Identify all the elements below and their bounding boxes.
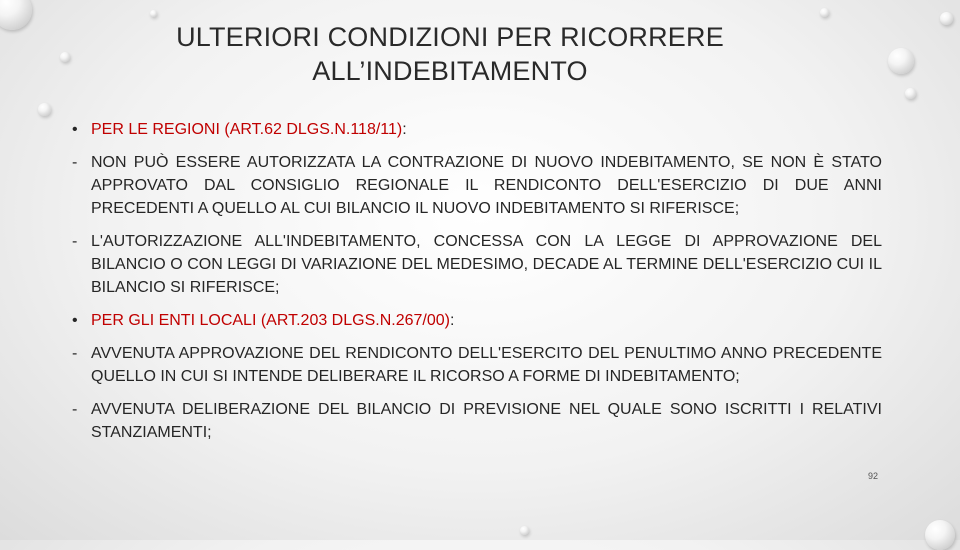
water-drop-decoration <box>60 52 70 62</box>
page-number: 92 <box>868 471 879 481</box>
list-item-enti-1 <box>72 342 882 388</box>
bullet-marker: • <box>72 312 78 329</box>
section-heading-regioni <box>72 118 882 141</box>
dash-marker: - <box>72 154 78 171</box>
enti-heading-text: PER GLI ENTI LOCALI (ART.203 DLGS.N.267/00) <box>91 312 450 329</box>
water-drop-decoration <box>820 8 829 17</box>
list-item-text: NON PUÒ ESSERE AUTORIZZATA LA CONTRAZIONE DI NUOVO INDEBITAMENTO, SE NON È STATO APPROVATO DAL CONSIGLIO REGIONALE IL RENDICONTO DELL'ESERCIZIO DI DUE ANNI PRECEDENTI A QUELLO AL CUI BILANCIO IL NUOVO INDEBITAMENTO SI RIFERISCE; <box>91 154 882 217</box>
heading-colon: : <box>402 121 407 138</box>
dash-marker: - <box>72 233 78 250</box>
water-drop-decoration <box>888 48 914 74</box>
list-item-regioni-1 <box>72 151 882 220</box>
water-drop-decoration <box>0 0 32 30</box>
dash-marker: - <box>72 401 78 418</box>
list-item-regioni-2 <box>72 230 882 299</box>
list-item-text: AVVENUTA APPROVAZIONE DEL RENDICONTO DELL'ESERCITO DEL PENULTIMO ANNO PRECEDENTE QUELLO IN CUI SI INTENDE DELIBERARE IL RICORSO A FORME DI INDEBITAMENTO; <box>91 345 882 385</box>
water-drop-decoration <box>520 526 529 535</box>
water-drop-decoration <box>925 520 955 550</box>
slide-title-line-1: ULTERIORI CONDIZIONI PER RICORRERE <box>176 22 724 52</box>
slide-content <box>72 118 882 454</box>
slide-title <box>130 20 770 88</box>
list-item-text: AVVENUTA DELIBERAZIONE DEL BILANCIO DI PREVISIONE NEL QUALE SONO ISCRITTI I RELATIVI STANZIAMENTI; <box>91 401 882 441</box>
list-item-text: L'AUTORIZZAZIONE ALL'INDEBITAMENTO, CONCESSA CON LA LEGGE DI APPROVAZIONE DEL BILANCIO O CON LEGGI DI VARIAZIONE DEL MEDESIMO, DECADE AL TERMINE DELL'ESERCIZIO CUI IL BILANCIO SI RIFERISCE; <box>91 233 882 296</box>
water-drop-decoration <box>150 10 157 17</box>
water-drop-decoration <box>38 103 51 116</box>
water-drop-decoration <box>905 88 916 99</box>
list-item-enti-2 <box>72 398 882 444</box>
dash-marker: - <box>72 345 78 362</box>
section-heading-enti-locali <box>72 309 882 332</box>
water-drop-decoration <box>940 12 953 25</box>
slide-title-line-2: ALL’INDEBITAMENTO <box>312 56 588 86</box>
heading-colon: : <box>449 312 455 329</box>
bullet-marker: • <box>72 121 78 138</box>
regioni-heading-text: PER LE REGIONI (ART.62 DLGS.N.118/11) <box>91 121 403 138</box>
